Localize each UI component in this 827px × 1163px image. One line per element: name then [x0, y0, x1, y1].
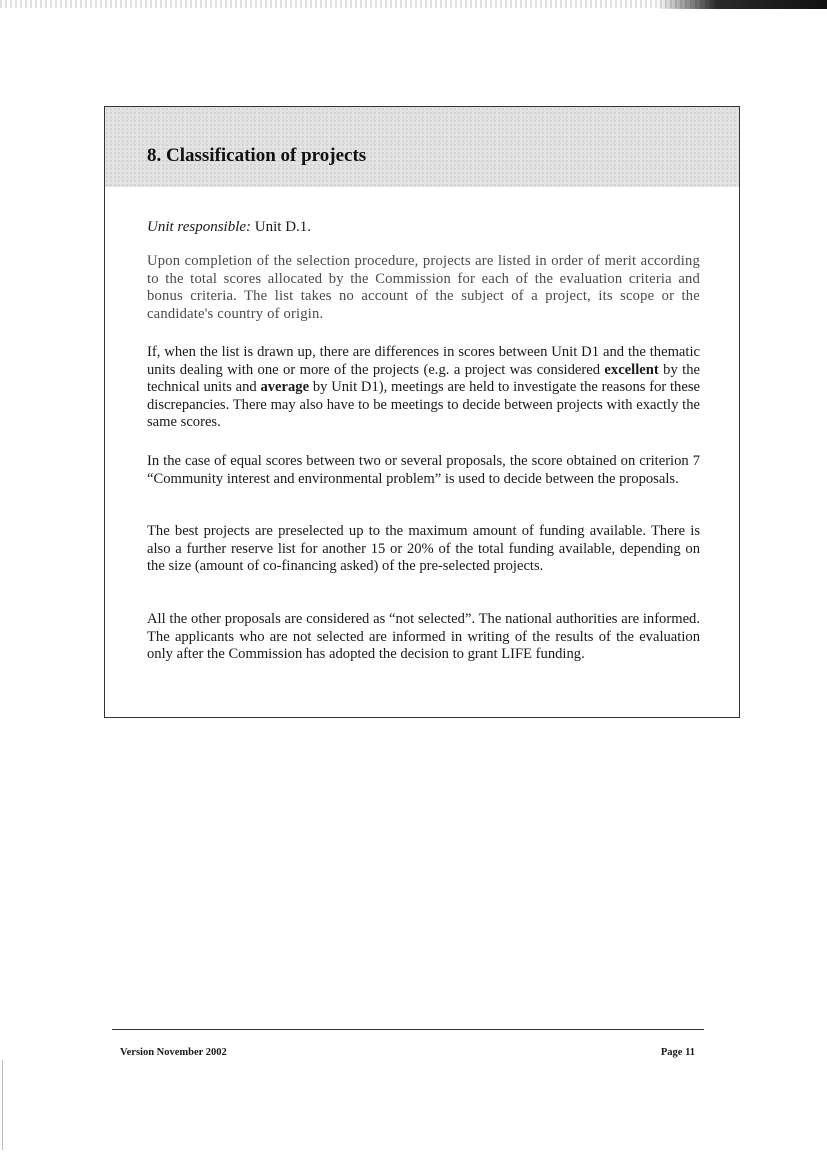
section-title: 8. Classification of projects: [147, 145, 367, 166]
section-frame: [104, 106, 740, 718]
scan-artifact-margin: [2, 1060, 3, 1150]
paragraph-equal-scores: In the case of equal scores between two or several proposals, the score obtained on criterion 7 “Community interest and environmental problem” is used to decide between the proposals.: [147, 453, 700, 487]
footer-page-number: Page 11: [660, 1047, 695, 1058]
emphasis-excellent: excellent: [604, 361, 659, 378]
footer-version: Version November 2002: [120, 1047, 227, 1058]
paragraph-score-differences-text-d: by Unit D1), meetings are held to investigate the reasons for these discrepancies. There may also have to be meetings to decide between projects with exactly the same scores.: [147, 379, 700, 431]
unit-responsible-label: Unit responsible:: [147, 219, 252, 235]
unit-responsible: [147, 219, 311, 236]
scan-artifact-corner: [657, 0, 827, 9]
emphasis-average: average: [260, 379, 310, 396]
unit-responsible-value: Unit D.1.: [251, 219, 312, 235]
paragraph-score-differences: [147, 344, 700, 432]
paragraph-not-selected: All the other proposals are considered as “not selected”. The national authorities are informed. The applicants who are not selected are informed in writing of the results of the evaluation only after the Commission has adopted the decision to grant LIFE funding.: [147, 611, 700, 663]
paragraph-score-differences-text-c: by the technical units and: [147, 361, 700, 396]
paragraph-score-differences-text-a: If, when the list is drawn up, there are differences in scores between Unit D1 and the thematic units dealing with one or more of the projects (e.g. a project was considered: [147, 344, 700, 378]
footer-divider: [112, 1029, 704, 1030]
paragraph-preselection: The best projects are preselected up to the maximum amount of funding available. There is also a further reserve list for another 15 or 20% of the total funding available, depending on the size (amount of co-financing asked) of the pre-selected projects.: [147, 523, 700, 575]
paragraph-merit-listing: Upon completion of the selection procedure, projects are listed in order of merit according to the total scores allocated by the Commission for each of the evaluation criteria and bonus criteria. The list takes no account of the subject of a project, its scope or the candidate's country of origin.: [147, 253, 700, 322]
